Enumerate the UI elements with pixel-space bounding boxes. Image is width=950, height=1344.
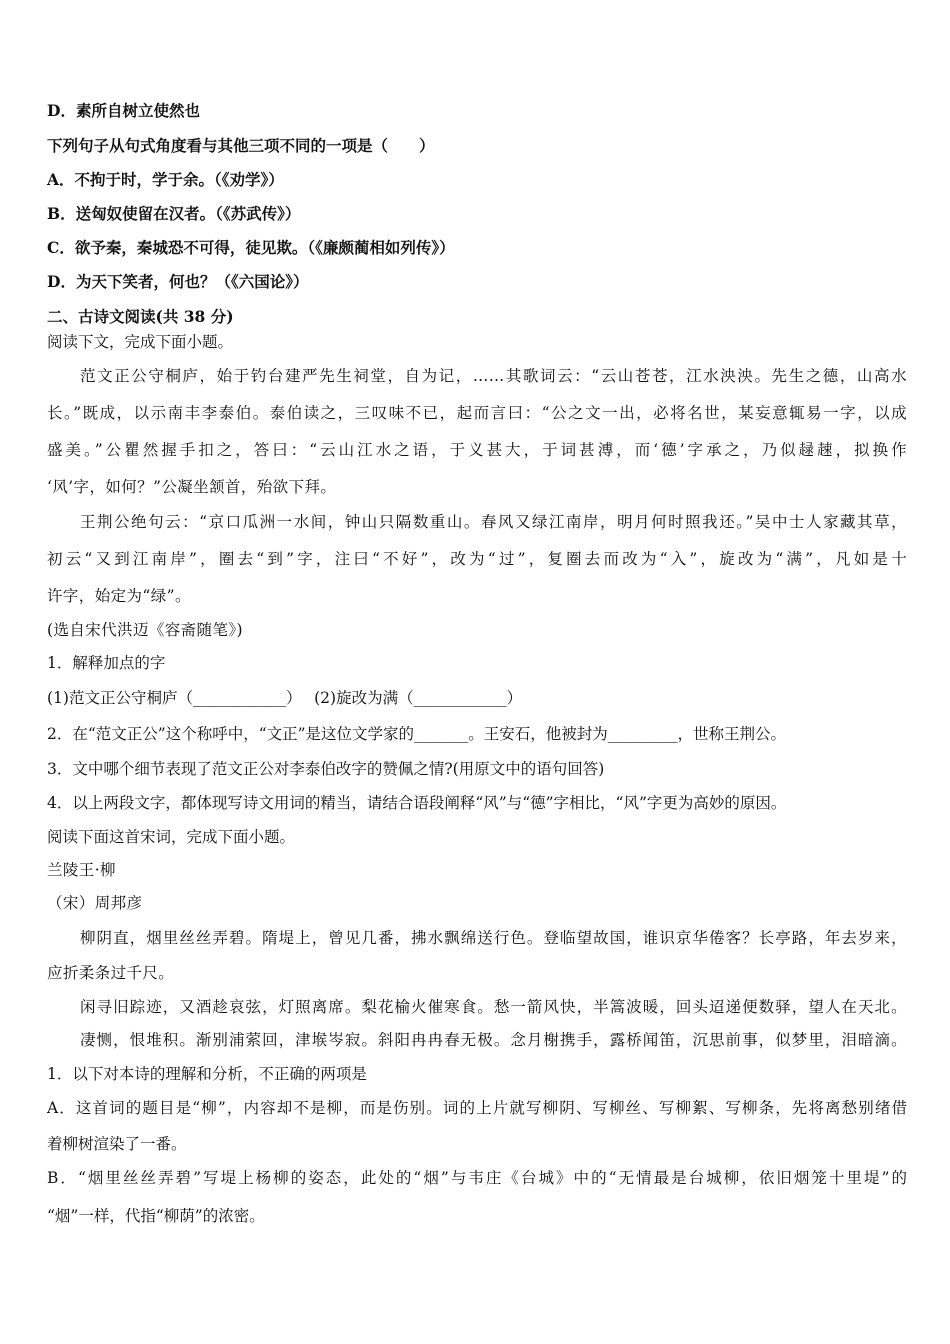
poem-line: 闲寻旧踪迹，又酒趁哀弦，灯照离席。梨花榆火催寒食。愁一箭风快，半篙波暖，回头迢递便数驿，望人在天北。 <box>80 998 907 1016</box>
passage-line: 长。”既成，以示南丰李泰伯。泰伯读之，三叹味不已，起而言曰：“公之文一出，必将名世，某妄意辄易一字，以成 <box>47 404 907 422</box>
syntax-option-c: C．欲予秦，秦城恐不可得，徒见欺。（《廉颇蔺相如列传》） <box>47 238 455 257</box>
question-1: 1．解释加点的字 <box>47 654 166 672</box>
poem-option-a-line: A．这首词的题目是“柳”，内容却不是柳，而是伤别。词的上片就写柳阴、写柳丝、写柳絮、写柳条，先将离愁别绪借 <box>47 1099 907 1117</box>
poem-line: 应折柔条过千尺。 <box>47 964 175 982</box>
poem-line: 柳阴直，烟里丝丝弄碧。隋堤上，曾见几番，拂水飘绵送行色。登临望故国，谁识京华倦客？长亭路，年去岁来， <box>80 929 907 947</box>
syntax-question-stem: 下列句子从句式角度看与其他三项不同的一项是（ ） <box>47 136 435 155</box>
poem-option-b-line: “烟”一样，代指“柳荫”的浓密。 <box>47 1207 265 1225</box>
passage-line: ‘风’字，如何？”公凝坐颔首，殆欲下拜。 <box>47 478 337 496</box>
prev-option-d: D．素所自树立使然也 <box>47 101 200 120</box>
poem-line: 凄恻，恨堆积。渐别浦萦回，津堠岑寂。斜阳冉冉春无极。念月榭携手，露桥闻笛，沉思前事，似梦里，泪暗滴。 <box>80 1031 907 1049</box>
passage-line: 初云“又到江南岸”，圈去“到”字，注曰“不好”，改为“过”，复圈去而改为“入”，旋改为“满”，凡如是十 <box>47 550 907 568</box>
poem-title: 兰陵王·柳 <box>47 861 116 879</box>
syntax-option-b: B．送匈奴使留在汉者。（《苏武传》） <box>47 204 301 223</box>
syntax-option-a: A．不拘于时，学于余。（《劝学》） <box>47 170 284 189</box>
passage-line: 王荆公绝句云：“京口瓜洲一水间，钟山只隔数重山。春风又绿江南岸，明月何时照我还。”吴中士人家藏其草， <box>80 513 907 531</box>
syntax-option-d: D．为天下笑者，何也？（《六国论》） <box>47 272 309 291</box>
section-heading: 二、古诗文阅读(共 38 分) <box>47 307 234 326</box>
question-2: 2．在“范文正公”这个称呼中，“文正”是这位文学家的_______。王安石，他被封为_________，世称王荆公。 <box>47 725 787 743</box>
passage-source: (选自宋代洪迈《容斋随笔》) <box>47 621 243 639</box>
passage-line: 许字，始定为“绿”。 <box>47 587 191 605</box>
poem-option-b-line: B．“烟里丝丝弄碧”写堤上杨柳的姿态，此处的“烟”与韦庄《台城》中的“无情最是台城柳，依旧烟笼十里堤”的 <box>47 1169 907 1187</box>
question-1-blanks: (1)范文正公守桐庐（____________） (2)旋改为满（____________） <box>47 689 523 707</box>
poem-option-a-line: 着柳树渲染了一番。 <box>47 1135 187 1153</box>
question-4: 4．以上两段文字，都体现写诗文用词的精当，请结合语段阐释“风”与“德”字相比，“风”字更为高妙的原因。 <box>47 794 787 812</box>
poem-author: （宋）周邦彦 <box>47 894 143 912</box>
question-3: 3．文中哪个细节表现了范文正公对李泰伯改字的赞佩之情?(用原文中的语句回答) <box>47 760 605 778</box>
passage-line: 范文正公守桐庐，始于钓台建严先生祠堂，自为记，……其歌词云：“云山苍苍，江水泱泱。先生之德，山高水 <box>80 367 907 385</box>
poem-question-1: 1．以下对本诗的理解和分析，不正确的两项是 <box>47 1065 367 1083</box>
passage-line: 盛美。”公瞿然握手扣之，答曰：“云山江水之语，于义甚大，于词甚溥，而‘德’字承之，乃似趢趚，拟换作 <box>47 441 907 459</box>
reading-prompt: 阅读下文，完成下面小题。 <box>47 333 234 351</box>
poem-prompt: 阅读下面这首宋词，完成下面小题。 <box>47 828 296 846</box>
